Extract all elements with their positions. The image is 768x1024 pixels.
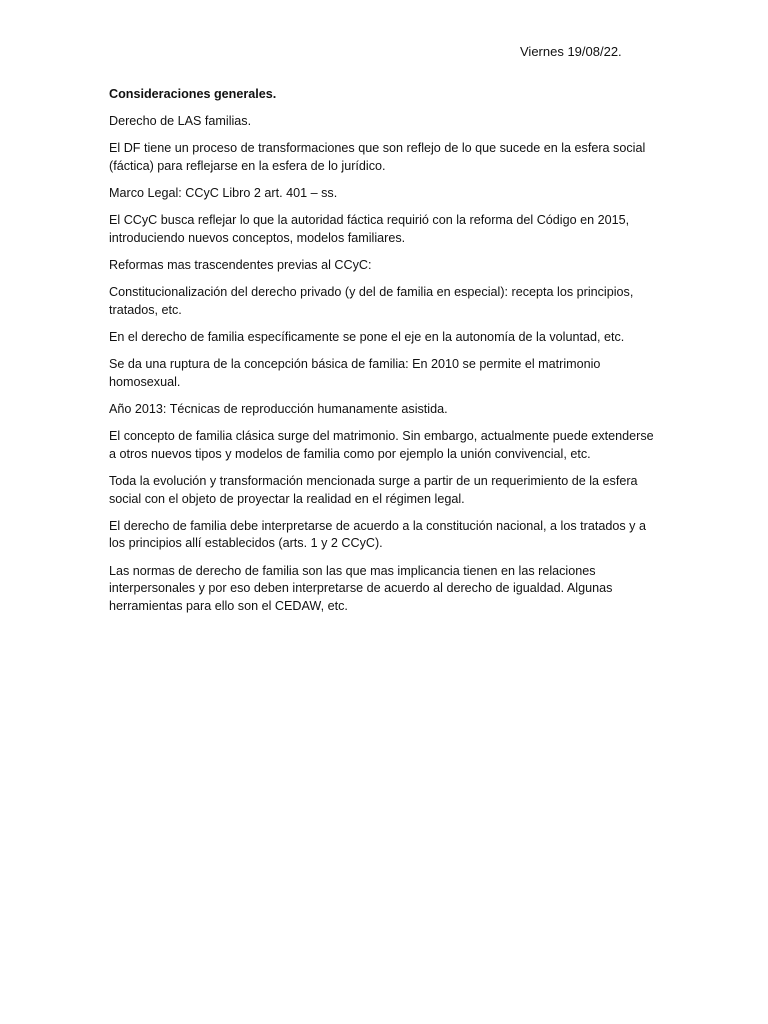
paragraph-7: En el derecho de familia específicamente se pone el eje en la autonomía de la voluntad, etc. — [109, 330, 625, 345]
paragraph-2: El DF tiene un proceso de transformaciones que son reflejo de lo que sucede en la esfera social (fáctica) para reflejarse en la esfera de lo jurídico. — [109, 141, 646, 173]
paragraph-3: Marco Legal: CCyC Libro 2 art. 401 – ss. — [109, 186, 338, 201]
paragraph-11: Toda la evolución y transformación mencionada surge a partir de un requerimiento de la esfera social con el objeto de proyectar la realidad en el régimen legal. — [109, 474, 638, 506]
paragraph-4: El CCyC busca reflejar lo que la autoridad fáctica requirió con la reforma del Código en 2015, introduciendo nuevos conceptos, modelos familiares. — [109, 213, 630, 245]
paragraph-10: El concepto de familia clásica surge del matrimonio. Sin embargo, actualmente puede extenderse a otros nuevos tipos y modelos de familia como por ejemplo la unión convivencial, etc. — [109, 429, 654, 461]
paragraph-5: Reformas mas trascendentes previas al CCyC: — [109, 258, 372, 273]
section-heading: Consideraciones generales. — [109, 87, 277, 101]
paragraph-8: Se da una ruptura de la concepción básica de familia: En 2010 se permite el matrimonio homosexual. — [109, 357, 601, 389]
paragraph-9: Año 2013: Técnicas de reproducción humanamente asistida. — [109, 402, 448, 417]
document-date: Viernes 19/08/22. — [520, 44, 622, 59]
paragraph-6: Constitucionalización del derecho privado (y del de familia en especial): recepta los principios, tratados, etc. — [109, 285, 634, 317]
document-body — [109, 86, 661, 625]
paragraph-13: Las normas de derecho de familia son las que mas implicancia tienen en las relaciones interpersonales y por eso deben interpretarse de acuerdo al derecho de igualdad. Algunas herramientas para ello son el CEDAW, etc. — [109, 563, 613, 613]
paragraph-1: Derecho de LAS familias. — [109, 114, 252, 129]
paragraph-12: El derecho de familia debe interpretarse de acuerdo a la constitución nacional, a los tratados y a los principios allí establecidos (arts. 1 y 2 CCyC). — [109, 518, 646, 551]
